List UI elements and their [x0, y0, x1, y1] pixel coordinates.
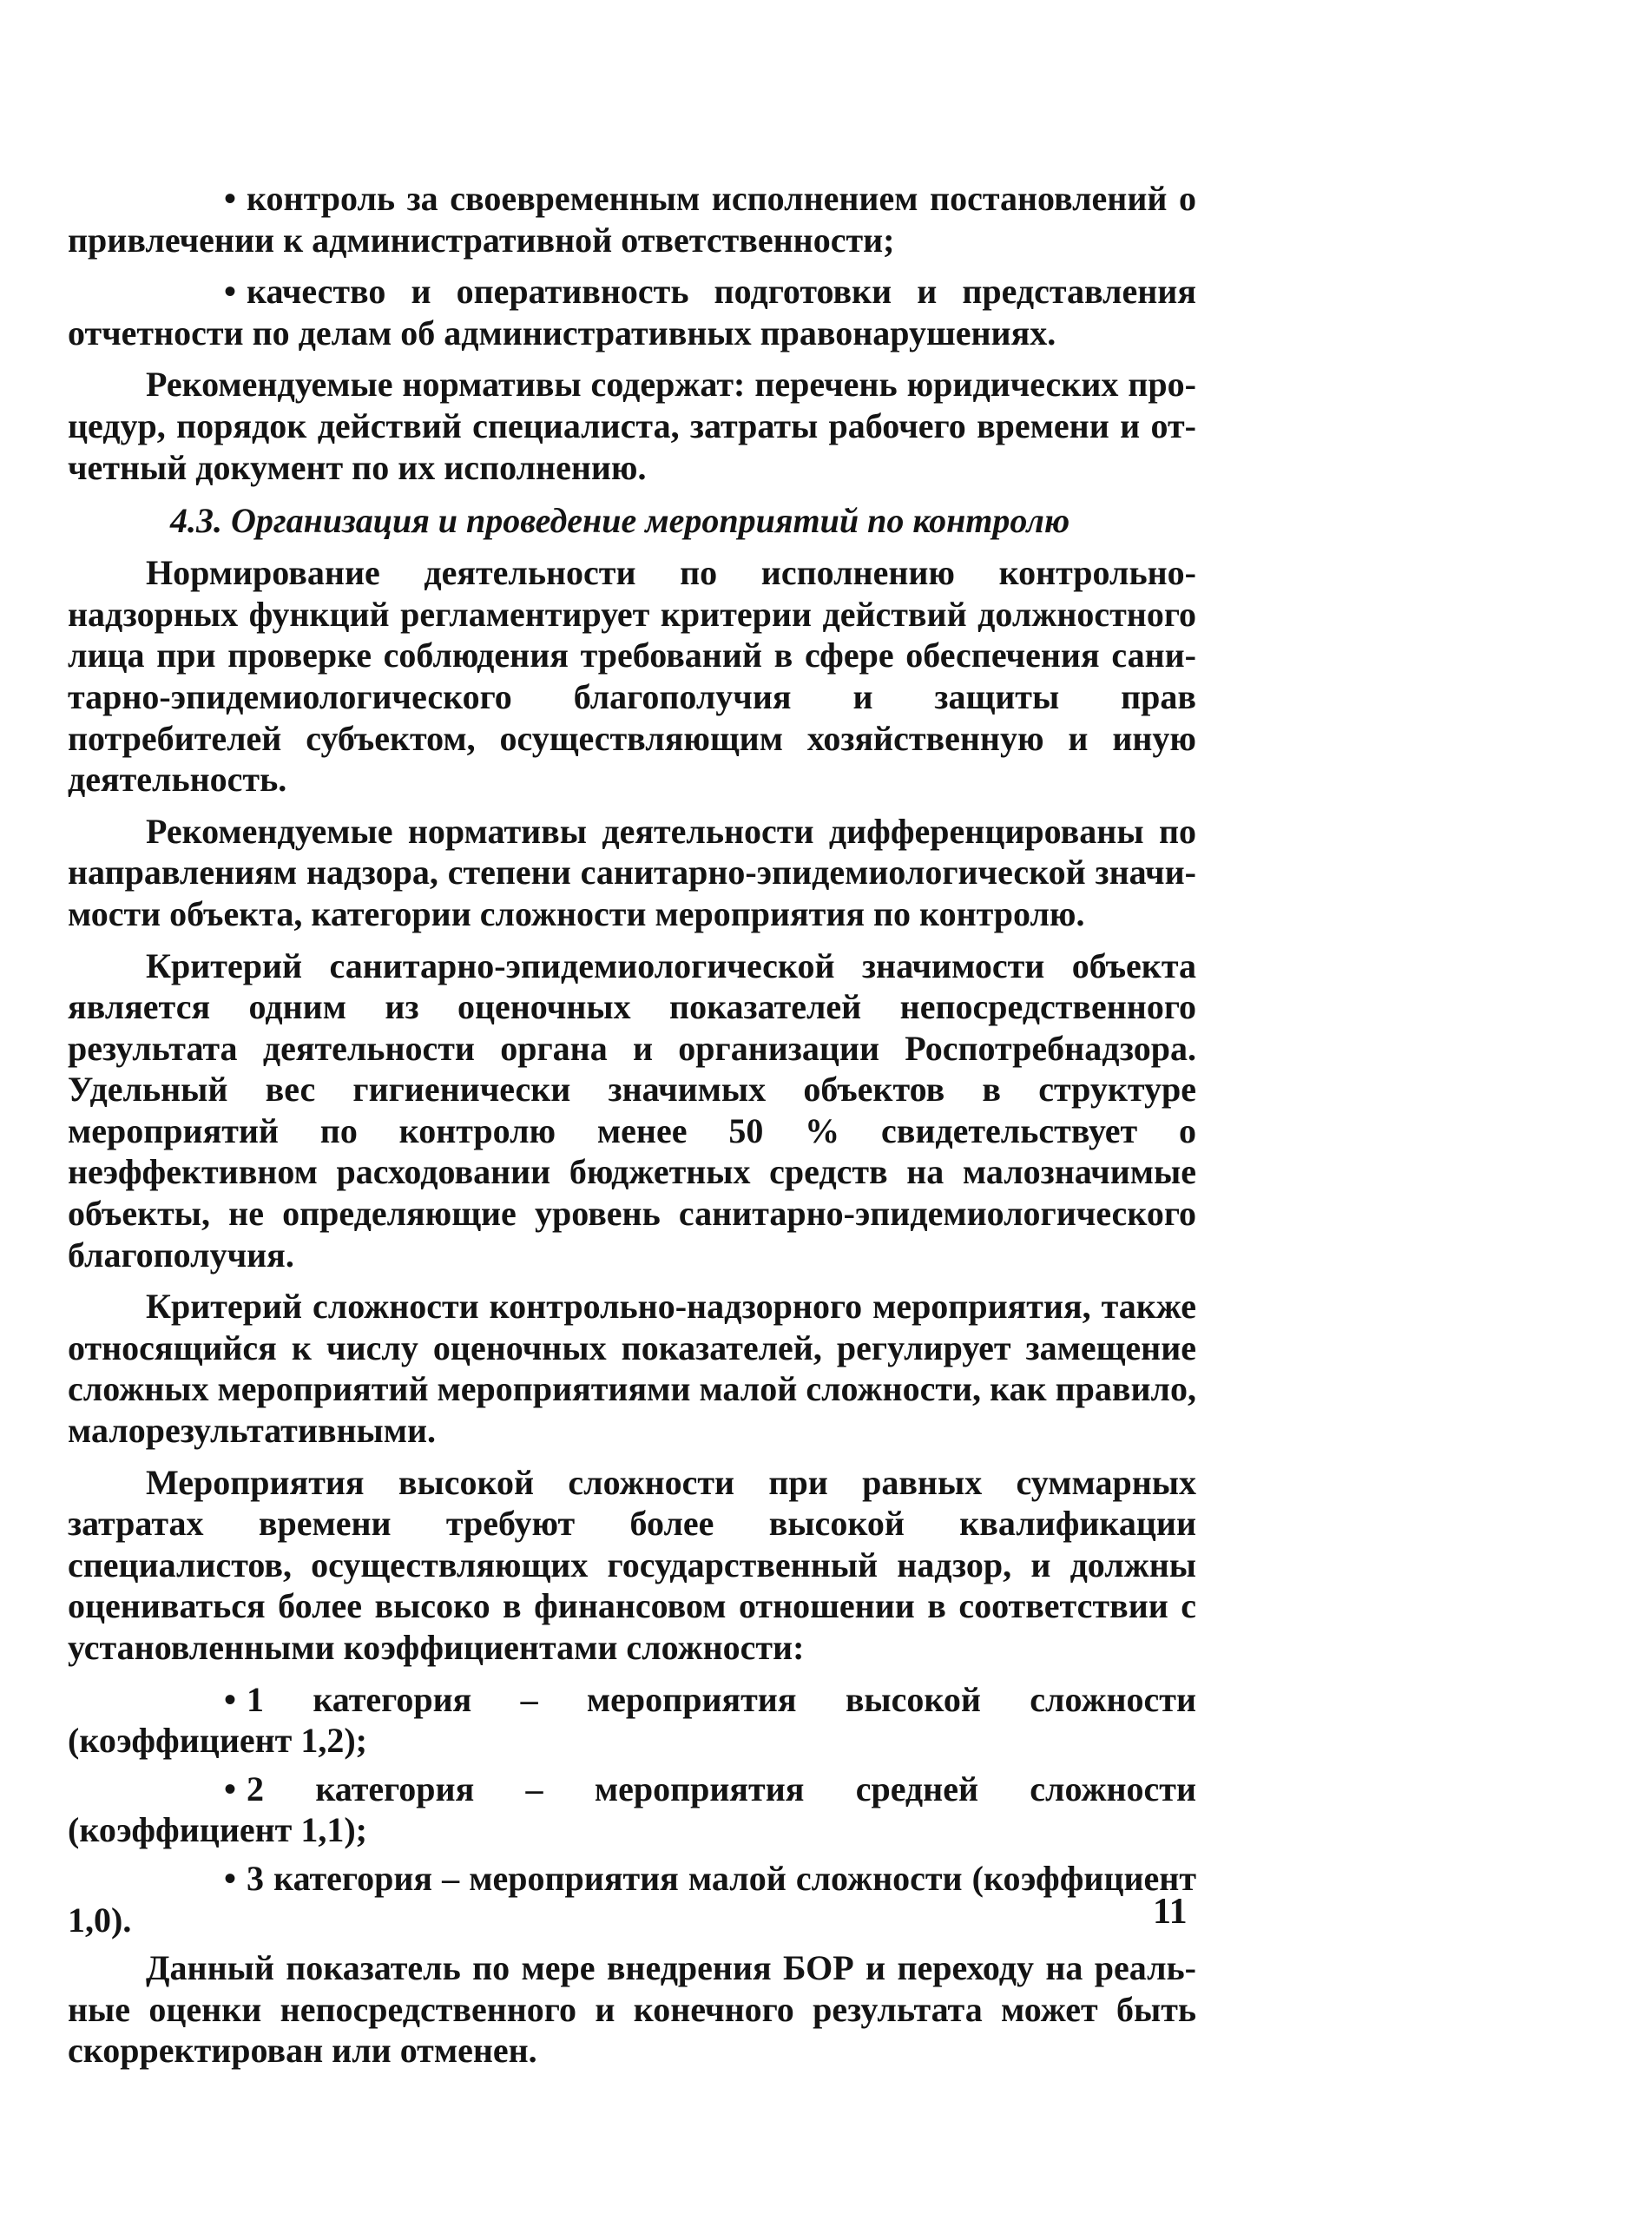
- bullet-icon: •: [224, 1679, 237, 1719]
- paragraph-norms-content: Рекомендуемые нормативы содержат: перечень юридических процедур, порядок действий специалиста, затраты рабочего времени и отчетный документ по их исполнению.: [68, 365, 1196, 487]
- paragraph-norming: Нормирование деятельности по исполнению контрольно-надзорных функций регламентирует критерии действий должностного лица при проверке соблюдения требований в сфере обеспечения санитарно-эпидемиологического благополучия и защиты прав потребителей субъектом, осуществляющим хозяйственную и иную деятельность.: [68, 553, 1196, 800]
- bullet-icon: •: [224, 1769, 237, 1808]
- bullet-text: контроль за своевременным исполнением постановлений о привлечении к административной ответственности;: [68, 179, 1196, 260]
- category-item-3: [68, 1858, 1196, 1940]
- document-page: [68, 178, 1196, 2082]
- bullet-icon: •: [224, 272, 237, 312]
- section-heading: 4.3. Организация и проведение мероприятий по контролю: [170, 501, 1070, 541]
- category-text: 3 категория – мероприятия малой сложности (коэффициент 1,0).: [68, 1858, 1196, 1940]
- paragraph-high-complexity: Мероприятия высокой сложности при равных суммарных затратах времени требуют более высокой квалификации специалистов, осуществляющих государственный надзор, и должны оцениваться более высоко в финансовом отношении в соответствии с установленными коэффициентами сложности:: [68, 1462, 1196, 1667]
- paragraph-complexity-criterion: Критерий сложности контрольно-надзорного мероприятия, также относящийся к числу оценочных показателей, регулирует замещение сложных мероприятий мероприятиями малой сложности, как правило, малорезультативными.: [68, 1287, 1196, 1451]
- paragraph-significance-criterion: Критерий санитарно-эпидемиологической значимости объекта является одним из оценочных показателей непосредственного результата деятельности органа и организации Роспотребнадзора. Удельный вес гигиенически значимых объектов в структуре мероприятий по контролю менее 50 % свидетельствует о неэффективном расходовании бюджетных средств на малозначимые объекты, не определяющие уровень санитарно-эпидемиологического благополучия.: [68, 945, 1196, 1275]
- category-text: 1 категория – мероприятия высокой сложности (коэффициент 1,2);: [68, 1679, 1196, 1761]
- page-number: 11: [1153, 1892, 1188, 1932]
- bullet-item-reporting-quality: [68, 271, 1196, 353]
- bullet-icon: •: [224, 179, 237, 218]
- bullet-icon: •: [224, 1858, 237, 1898]
- paragraph-differentiation: Рекомендуемые нормативы деятельности дифференцированы по направлениям надзора, степени санитарно-эпидемиологической значимости объекта, категории сложности мероприятия по контролю.: [68, 811, 1196, 933]
- bullet-item-enforcement-control: [68, 178, 1196, 260]
- bullet-text: качество и оперативность подготовки и представления отчетности по делам об административных правонарушениях.: [68, 272, 1196, 352]
- category-item-2: [68, 1769, 1196, 1851]
- category-item-1: [68, 1679, 1196, 1762]
- paragraph-final: Данный показатель по мере внедрения БОР и переходу на реальные оценки непосредственного и конечного результата может быть скорректирован или отменен.: [68, 1948, 1196, 2071]
- category-text: 2 категория – мероприятия средней сложности (коэффициент 1,1);: [68, 1769, 1196, 1850]
